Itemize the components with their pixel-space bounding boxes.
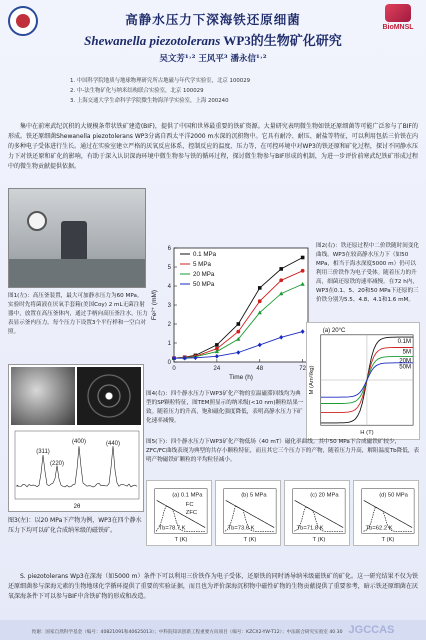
series-label: 20M: [399, 357, 412, 365]
fc-curve: [157, 500, 205, 527]
data-point: [279, 278, 283, 282]
x-axis-label: H (T): [360, 430, 374, 437]
zfc-fc-panels: [146, 480, 420, 548]
conclusion-paragraph: S. piezotolerans Wp3在深海（如5000 m）条件下可以利用三价铁作为电子受体，还原铁的同时诱导纳米级磁铁矿的矿化。这一研究结果不仅为铁还原细菌参与深海元素的生物地球化学循环提供了重要的实验证据，而且也为评价深海沉积物中磁性矿物的生物贡献提供了重要参考，暗示铁还原细菌在厌氧深海条件下可以参与BIF中含铁矿物的形成和改造。: [8, 573, 418, 600]
legend-fc: FC: [185, 502, 194, 509]
y-axis-label: Fe²⁺ (mM): [151, 289, 158, 321]
chart-title: (a) 20°C: [322, 326, 346, 334]
panel-label: (d) 50 MPa: [379, 492, 408, 499]
tb-value: Tb=71.8 K: [296, 525, 324, 532]
pressure-gauge-icon: [27, 211, 47, 231]
footer-text: 致谢：国家自然科学基金（编号：40821091和40625013）；中科院知识创新工程重要方向项目（编号：KZCX2-YW-T12）；中法联合研究实验室 40 30: [31, 630, 343, 635]
data-point: [258, 286, 262, 290]
series-label: 50M: [399, 363, 412, 371]
data-point: [237, 322, 241, 326]
legend-label: 0.1 MPa: [193, 251, 217, 258]
title-en-rest: WP3的生物矿化研究: [220, 33, 342, 48]
fe2-time-chart: [148, 238, 316, 388]
y-axis-label: M (Am²/kg): [308, 365, 315, 395]
biomnsl-logo: BioMNSL: [378, 4, 418, 38]
x-axis-label: T (K): [174, 537, 188, 544]
saed-pattern: [77, 367, 141, 425]
fc-curve: [226, 500, 274, 527]
figure3-caption: 图3(左)：以20 MPa下产物为例，WP3在四个静水压力下均可以矿化合成纳米级的磁铁矿。: [8, 517, 142, 534]
legend-label: 20 MPa: [193, 271, 215, 278]
intro-paragraph: 集中在前寒武纪沉积的大规模条带状铁矿建造(BIF)，提供了中国和世界最重要的铁矿资源。大量研究表明微生物如铁还原细菌等可能广泛参与了BIF的形成。铁还原细菌Shewanella piezotolerans WP3分离自西太平洋2000 m水深的沉积物中。它具有耐冷、耐压、耐盐等特征，可以利用包括三价铁在内的多种电子受体进行生长。通过在实验室建立严格的厌氧反应体系，控制反应的温度、压力等，在可控环境中对WP3的铁还原和矿化过程，探讨不同静水压力下对铁还原和矿化的影响，有助于深入认识深海环境中微生物参与铁的循环过程，探讨微生物参与BIF形成的机制，为进一步评价前寒武纪铁矿形成过程中的微生物贡献提供依据。: [8, 123, 418, 170]
x-axis-label: T (K): [243, 537, 257, 544]
zfc-fc-panel-a: [146, 480, 212, 546]
affiliation-3: 3. 上海交通大学生命科学学院微生物海洋学实验室，上海 200240: [70, 98, 229, 104]
series-label: 5M: [402, 348, 412, 356]
y-tick-label: 3: [167, 303, 171, 309]
tem-image: [11, 367, 75, 425]
x-axis-label: T (K): [312, 537, 326, 544]
y-tick-label: 0: [167, 360, 171, 366]
authors: 吴文芳¹˒² 王风平³ 潘永信¹˒²: [159, 54, 267, 64]
tem-xrd-panel: [8, 364, 144, 512]
zfc-fc-panel-b: [215, 480, 281, 546]
figure4-caption: 图4(右)：四个静水压力下WP3矿化产物的室温磁滞回线均为典型的SP颗粒特征，图TEM照显示的纳米级(<10 nm)颗粒结果一致。随着压力的升高，饱和磁化强度降低，表明高静水压力下矿化速率减慢。: [146, 391, 304, 424]
data-point: [236, 330, 240, 334]
figure1-caption: 图1(左)：高压釜装置，最大可加静水压力为60 MPa。实验时先将菌液在厌氧手套箱(美国Coy) 2 mL无菌注射器中，放置在高压釜体内，通过手柄向高压釜注水，压力表显示釜内压力。每个压力下设置3个平行样和一空白对照。: [8, 293, 148, 335]
poster-title-cn: 高静水压力下深海铁还原细菌: [125, 12, 301, 27]
autoclave-photo: [8, 188, 146, 288]
tb-value: Tb=73.6 K: [227, 525, 255, 532]
x-tick-label: 72: [299, 366, 306, 372]
data-point: [279, 267, 283, 271]
poster-title-en: [0, 30, 426, 49]
xrd-x-label: 2θ: [73, 504, 81, 510]
tb-value: Tb=78.7 K: [158, 525, 186, 532]
x-tick-label: 24: [213, 366, 221, 372]
xrd-peak-label: (311): [36, 449, 50, 455]
x-axis-label: Time (h): [229, 374, 253, 381]
hysteresis-chart: [306, 322, 420, 440]
series-label: 0.1M: [397, 337, 412, 345]
figure5-caption: 图5(下)：四个静水压力下WP3矿化产物低场（40 mT）磁化率曲线。其中50 MPa下合成磁铁矿较少，ZFC/FC曲线表现为典型的共存小颗粒特征，而且其它三个压力下的产物，随着压力升高，解阻温度Tb降低，表明产物磁铁矿颗粒的平均粒径减小。: [146, 439, 420, 463]
panel-label: (c) 20 MPa: [310, 492, 339, 499]
affiliations: [70, 76, 390, 106]
tb-value: Tb=62.2 K: [365, 525, 393, 532]
autoclave-vessel: [61, 221, 87, 261]
y-tick-label: 6: [167, 246, 171, 252]
x-axis-label: T (K): [381, 537, 395, 544]
fc-curve: [364, 500, 412, 527]
data-point: [215, 343, 219, 347]
affiliation-1: 1. 中国科学院地质与地球物理研究所古地磁与年代学实验室，北京 100029: [70, 78, 251, 84]
figure2-caption: 图2(右)：铁还原过程中二价铁随时间变化曲线。WP3在较高静水压力下（如50 MPa，相当于海水深度5000 m）仍可以利用三价铁作为电子受体。随着压力的升高，细菌还原铁的速率减慢。在72 h内，WP3在0.1、5、20和50 MPa下还原的三价铁分别为5.5、4.8、4.1和1.6 mM。: [316, 243, 420, 303]
y-tick-label: 4: [167, 284, 171, 290]
y-tick-label: 1: [167, 341, 171, 347]
xrd-peak-label: (220): [49, 461, 65, 467]
x-tick-label: 0: [172, 366, 176, 372]
species-name: Shewanella piezotolerans: [84, 33, 221, 48]
y-tick-label: 2: [167, 322, 171, 328]
watermark: JGCCAS: [348, 624, 395, 636]
y-tick-label: 5: [167, 265, 171, 271]
legend-label: 5 MPa: [193, 261, 211, 268]
fc-curve: [295, 500, 343, 527]
xrd-chart: [9, 427, 143, 511]
panel-label: (b) 5 MPa: [241, 492, 267, 499]
panel-label: (a) 0.1 MPa: [172, 492, 203, 499]
affiliation-2: 2. 中-法生物矿化与纳米结构联合实验室，北京 100029: [70, 88, 204, 94]
footer: [0, 620, 426, 640]
x-tick-label: 48: [256, 366, 264, 372]
lab-bench: [9, 259, 146, 288]
legend-label: 50 MPa: [193, 281, 215, 288]
xrd-trace: [17, 446, 137, 487]
data-point: [258, 299, 262, 303]
xrd-peak-label: (400): [71, 439, 87, 445]
zfc-fc-panel-d: [353, 480, 419, 546]
zfc-fc-panel-c: [284, 480, 350, 546]
legend-zfc: ZFC: [185, 509, 198, 516]
data-point: [301, 256, 305, 260]
data-point: [301, 269, 305, 273]
xrd-peak-label: (440): [105, 441, 121, 447]
